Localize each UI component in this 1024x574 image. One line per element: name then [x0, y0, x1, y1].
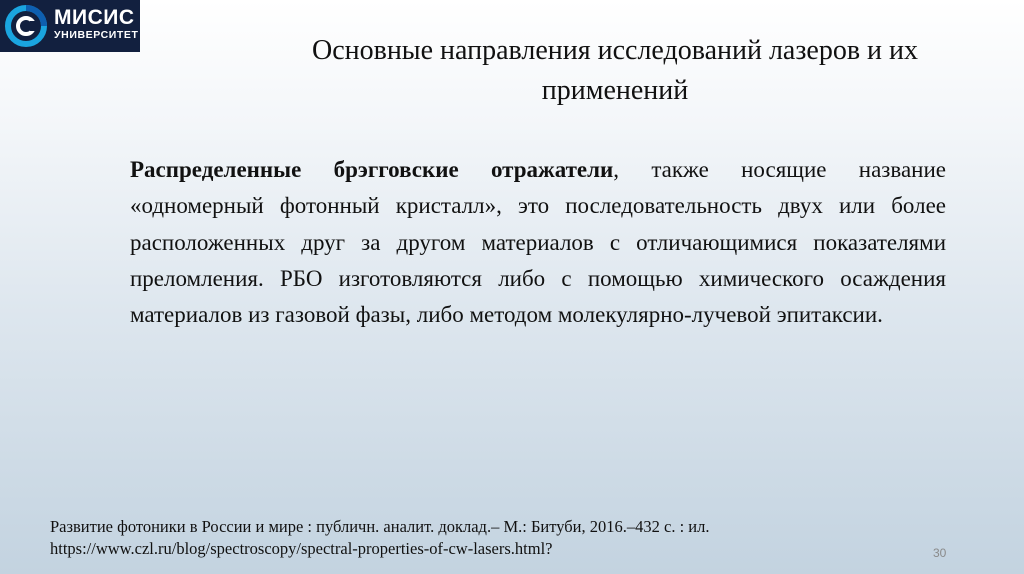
title-line-2: применений [541, 75, 689, 106]
body-paragraph [130, 152, 946, 333]
title-line-1: Основные направления исследований лазеров и их [311, 35, 919, 66]
slide-number: 30 [933, 546, 947, 560]
source-citation: Развитие фотоники в России и мире : публичн. аналит. доклад.– М.: Битуби, 2016.–432 с. : ил. [50, 517, 710, 536]
misis-ring-icon [4, 4, 48, 48]
source-reference [50, 516, 709, 560]
logo-subtitle: УНИВЕРСИТЕТ [54, 29, 139, 41]
misis-logo [0, 0, 140, 52]
body-text: , также носящие название «одномерный фотонный кристалл», это последовательность двух или более расположенных друг за другом материалов с отличающимися показателями преломления. РБО изготовляются либо с помощью химического осаждения материалов из газовой фазы, либо методом молекулярно-лучевой эпитаксии. [130, 157, 946, 328]
highlighted-term: Распределенные брэгговские отражатели [130, 157, 614, 182]
logo-name: МИСИС [54, 6, 135, 29]
slide-title [230, 31, 1000, 111]
source-url: https://www.czl.ru/blog/spectroscopy/spectral-properties-of-cw-lasers.html? [50, 539, 553, 558]
